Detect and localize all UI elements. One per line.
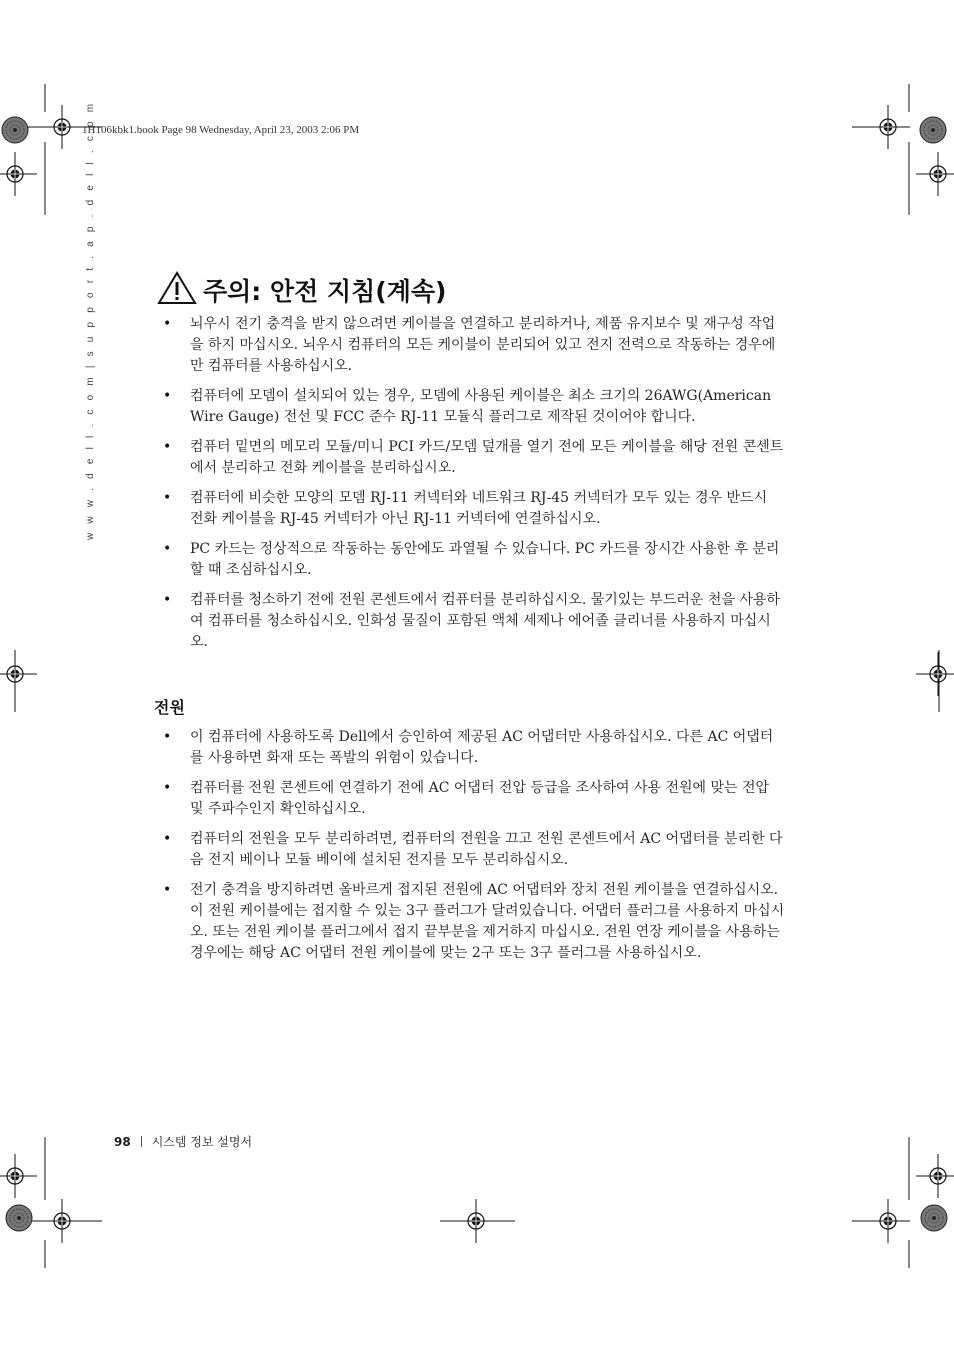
list-item: • 전기 충격을 방지하려면 올바르게 접지된 전원에 AC 어댑터와 장치 전원 케이블을 연결하십시오. 이 전원 케이블에는 접지할 수 있는 3구 플러그가 달려있습니다. 어댑터 플러그를 사용하지 마십시오. 또는 전원 케이블 플러그에서 접지 끝부분을 제거하지 마십시오. 전원 연장 케이블을 사용하는 경우에는 해당 AC 어댑터 전원 케이블에 맞는 2구 또는 3구 플러그를 사용하십시오.	[163, 880, 785, 964]
list-item: • 이 컴퓨터에 사용하도록 Dell에서 승인하여 제공된 AC 어댑터만 사용하십시오. 다른 AC 어댑터를 사용하면 화재 또는 폭발의 위험이 있습니다.	[163, 727, 785, 769]
page-number: 98	[114, 1134, 131, 1149]
safety-list	[163, 314, 785, 662]
section-title-text: 주의: 안전 지침(계속)	[203, 277, 447, 306]
power-list	[163, 727, 785, 973]
warning-triangle-icon	[157, 271, 197, 309]
list-item: • 컴퓨터에 비슷한 모양의 모뎀 RJ-11 커넥터와 네트워크 RJ-45 커넥터가 모두 있는 경우 반드시 전화 케이블을 RJ-45 커넥터가 아닌 RJ-11 커넥터에 연결하십시오.	[163, 488, 785, 530]
power-heading: 전원	[154, 698, 185, 717]
print-info-header: 1H106kbk1.book Page 98 Wednesday, April 23, 2003 2:06 PM	[82, 124, 360, 136]
list-item: • PC 카드는 정상적으로 작동하는 동안에도 과열될 수 있습니다. PC 카드를 장시간 사용한 후 분리할 때 조심하십시오.	[163, 539, 785, 581]
section-title	[157, 270, 446, 310]
list-item: • 컴퓨터 밑면의 메모리 모듈/미니 PCI 카드/모뎀 덮개를 열기 전에 모든 케이블을 해당 전원 콘센트에서 분리하고 전화 케이블을 분리하십시오.	[163, 437, 785, 479]
footer-divider	[141, 1136, 142, 1147]
book-title: 시스템 정보 설명서	[151, 1135, 253, 1149]
list-item: • 뇌우시 전기 충격을 받지 않으려면 케이블을 연결하고 분리하거나, 제품 유지보수 및 재구성 작업을 하지 마십시오. 뇌우시 컴퓨터의 모든 케이블이 분리되어 있고 전지 전력으로 작동하는 경우에만 컴퓨터를 사용하십시오.	[163, 314, 785, 377]
side-url-text: w w w . d e l l . c o m | s u p p o r t . a p . d e l l . c o m	[85, 100, 96, 540]
list-item: • 컴퓨터를 청소하기 전에 전원 콘센트에서 컴퓨터를 분리하십시오. 물기있는 부드러운 천을 사용하여 컴퓨터를 청소하십시오. 인화성 물질이 포함된 액체 세제나 에어졸 클리너를 사용하지 마십시오.	[163, 590, 785, 653]
list-item: • 컴퓨터에 모뎀이 설치되어 있는 경우, 모뎀에 사용된 케이블은 최소 크기의 26AWG(American Wire Gauge) 전선 및 FCC 준수 RJ-11 모듈식 플러그로 제작된 것이어야 합니다.	[163, 386, 785, 428]
page-footer	[114, 1133, 252, 1150]
list-item: • 컴퓨터의 전원을 모두 분리하려면, 컴퓨터의 전원을 끄고 전원 콘센트에서 AC 어댑터를 분리한 다음 전지 베이나 모듈 베이에 설치된 전지를 모두 분리하십시오.	[163, 829, 785, 871]
list-item: • 컴퓨터를 전원 콘센트에 연결하기 전에 AC 어댑터 전압 등급을 조사하여 사용 전원에 맞는 전압 및 주파수인지 확인하십시오.	[163, 778, 785, 820]
